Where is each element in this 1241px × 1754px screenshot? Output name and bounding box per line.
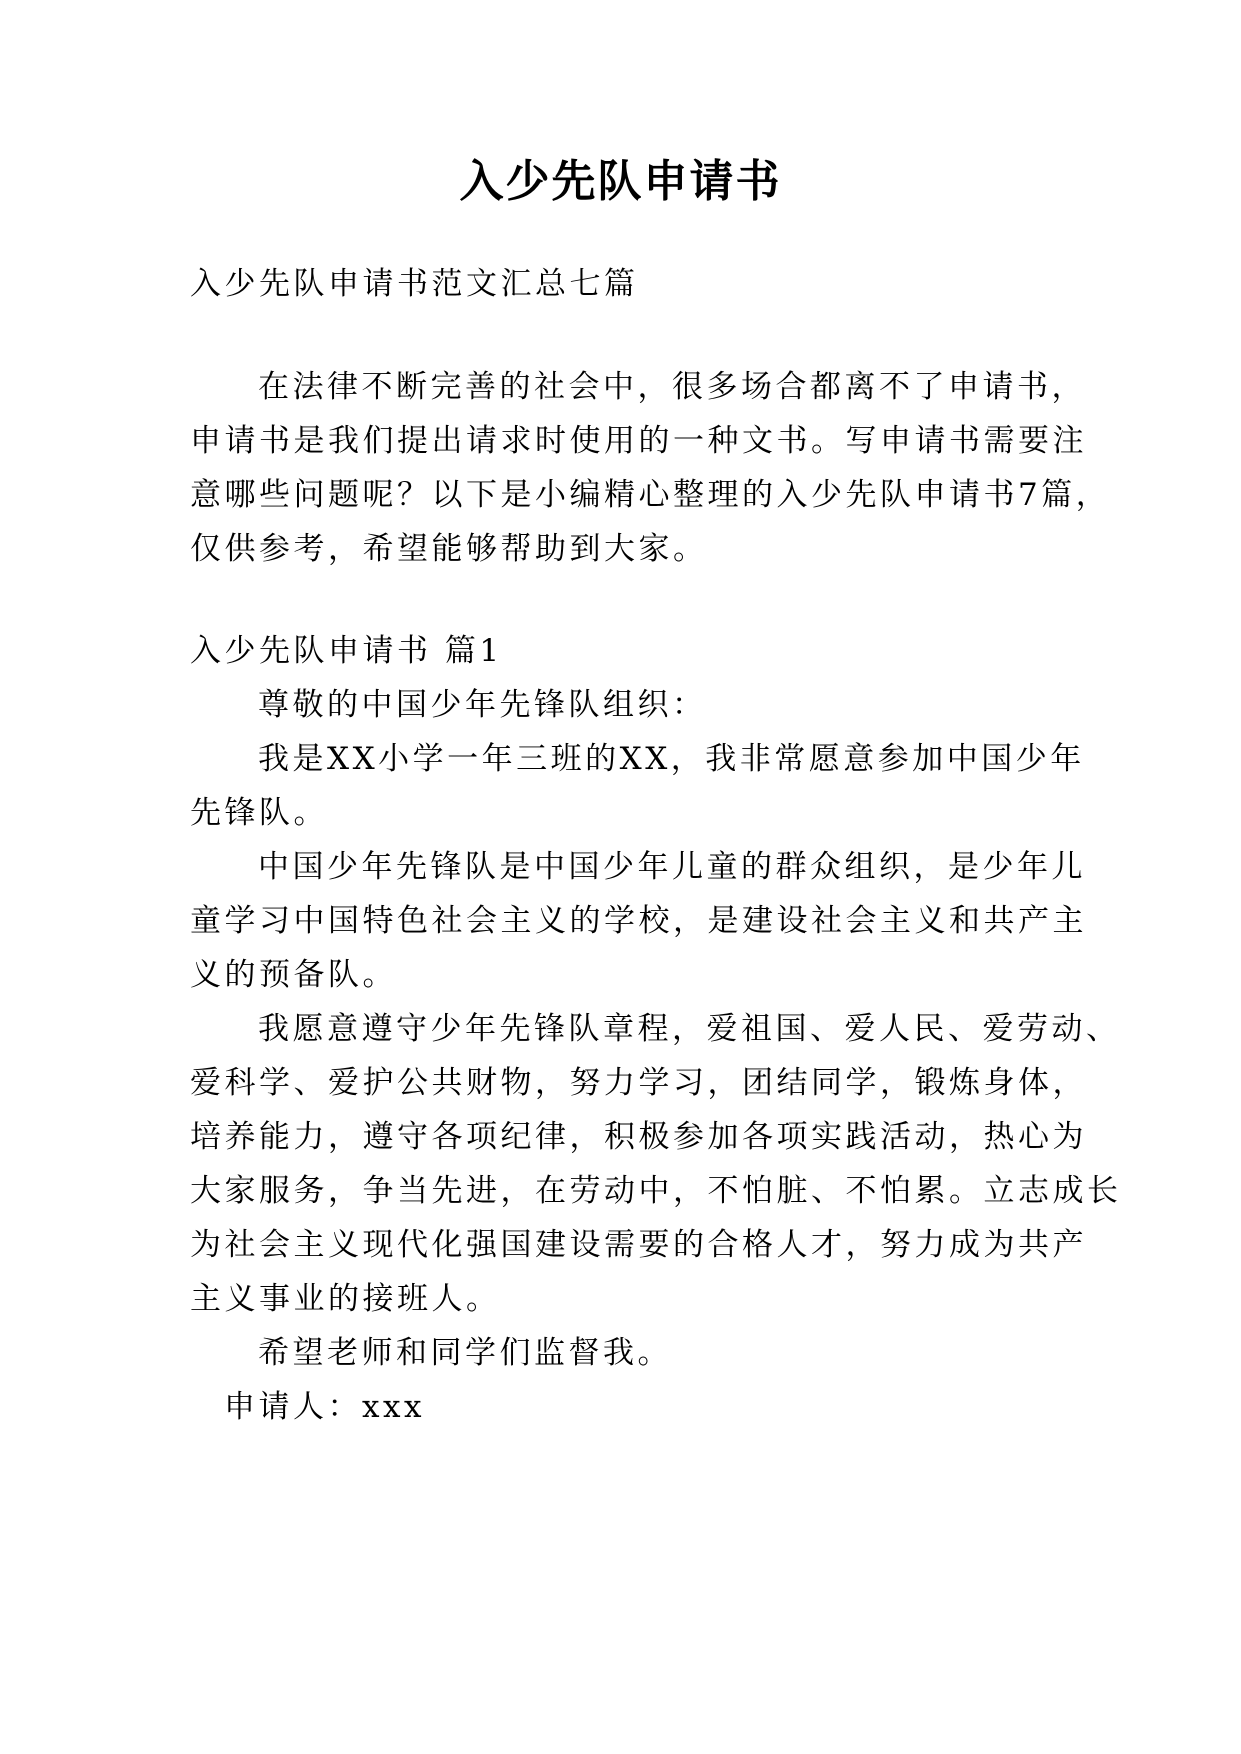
paragraph-1-line-1: 我是XX小学一年三班的XX，我非常愿意参加中国少年	[258, 741, 1085, 777]
document-title: 入少先队申请书	[459, 156, 782, 207]
salutation: 尊敬的中国少年先锋队组织：	[258, 687, 707, 723]
paragraph-3-line-5: 为社会主义现代化强国建设需要的合格人才，努力成为共产	[190, 1227, 1087, 1263]
paragraph-3-line-6: 主义事业的接班人。	[190, 1281, 501, 1317]
intro-line-1: 在法律不断完善的社会中，很多场合都离不了申请书，	[258, 369, 1086, 405]
paragraph-3-line-4: 大家服务，争当先进，在劳动中，不怕脏、不怕累。立志成长	[190, 1173, 1122, 1209]
paragraph-2-line-1: 中国少年先锋队是中国少年儿童的群众组织，是少年儿	[258, 849, 1086, 885]
closing-line: 希望老师和同学们监督我。	[258, 1335, 672, 1371]
paragraph-2-line-3: 义的预备队。	[190, 957, 397, 993]
paragraph-2-line-2: 童学习中国特色社会主义的学校，是建设社会主义和共产主	[190, 903, 1087, 939]
section-heading: 入少先队申请书 篇1	[190, 633, 503, 669]
paragraph-1-line-2: 先锋队。	[190, 795, 328, 831]
signature-line: 申请人：xxx	[224, 1389, 425, 1425]
intro-line-3: 意哪些问题呢？以下是小编精心整理的入少先队申请书7篇，	[190, 477, 1111, 513]
intro-line-4: 仅供参考，希望能够帮助到大家。	[190, 531, 708, 567]
paragraph-3-line-3: 培养能力，遵守各项纪律，积极参加各项实践活动，热心为	[190, 1119, 1087, 1155]
paragraph-3-line-1: 我愿意遵守少年先锋队章程，爱祖国、爱人民、爱劳动、	[258, 1011, 1121, 1047]
intro-line-2: 申请书是我们提出请求时使用的一种文书。写申请书需要注	[190, 423, 1087, 459]
document-subtitle: 入少先队申请书范文汇总七篇	[190, 266, 639, 302]
paragraph-3-line-2: 爱科学、爱护公共财物，努力学习，团结同学，锻炼身体，	[190, 1065, 1087, 1101]
